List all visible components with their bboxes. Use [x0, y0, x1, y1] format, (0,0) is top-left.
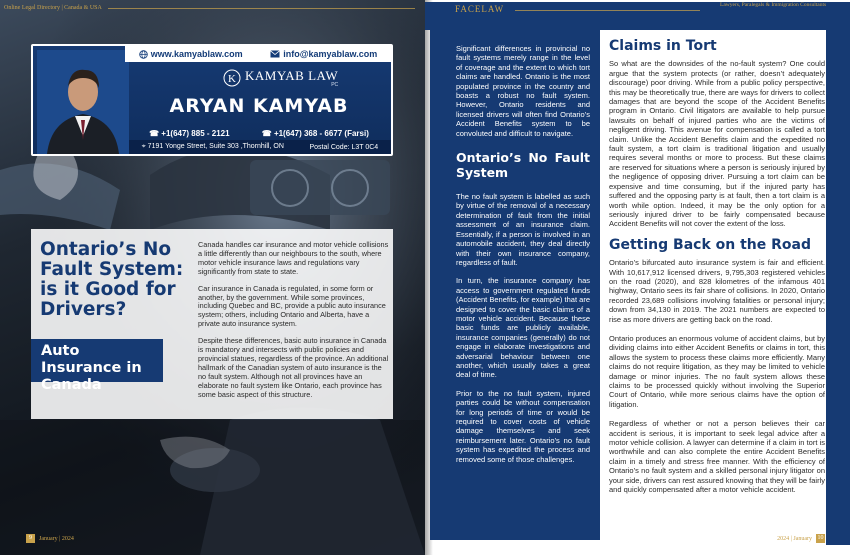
firm-logo	[223, 68, 338, 88]
phone-icon: ☎	[149, 129, 162, 138]
left-running-header	[4, 2, 421, 14]
body-paragraph: Ontario’s bifurcated auto insurance system is fair and efficient. With 10,617,912 licensed drivers, 9,795,303 registered vehicles on the road (2020), and 828 kilometres of the infamous 401 highway, Ontario sees its fair share of collisions. In 2020, Ontario recorded 23,689 collisions involving fatalities or personal injury; down from 34,130 in 2019. The 2021 numbers are expected to rise as more drivers are getting back on the road.	[609, 258, 825, 324]
ad-contact-bar	[125, 46, 391, 62]
ad-phones	[133, 129, 385, 138]
left-footer	[26, 534, 74, 543]
firm-name: KAMYAB LAW	[245, 68, 339, 83]
body-paragraph: In turn, the insurance company has access to government regulated funds (Accident Benefits, for example) that are designed to cover the basic claims of a motor vehicle accident. Because these basic funds are publicly available, insurance companies (generally) do not engage in elaborate investigations and adversarial behaviour between one another, which usually takes a great deal of time.	[456, 276, 590, 380]
left-page-number: 9	[26, 534, 35, 543]
ad-email[interactable]: info@kamyablaw.com	[270, 49, 377, 59]
article-column-3	[605, 30, 825, 540]
body-paragraph: So what are the downsides of the no-fault system? One could argue that the system protects (or rather, doesn’t adequately discourage) poor driving. While from a public policy perspective, this may be theoretically true, there are ways for drivers to collect damages that are beyond the scope of the Accident Benefits program in Ontario. Civil litigators are available to help pursue lawsuits on behalf of injured parties who are the victims of negligent driving. This avenue for compensation is called a tort claim. Unlike the Accident Benefits claim and the expedited no fault system, a tort claim is traditional litigation and usually requires several months or more to process. But these claims are reserved for situations where a person is seriously injured by the negligence of opposing driver. Pursuing a tort claim can be expensive and time consuming, but if the injured party has suffered and the opposing party is at fault, then a tort claim is a worth while option. Indeed, it may be the only option for a seriously injured driver to be fairly compensated because Accident Benefits will not cover the extent of the loss.	[609, 59, 825, 229]
article-title: Ontario’s No Fault System: is it Good for Drivers?	[40, 239, 184, 320]
header-rule	[108, 8, 415, 9]
phone-icon: ☎	[261, 129, 274, 138]
body-paragraph: Prior to the no fault system, injured parties could be without compensation for long periods of time or would be required to cover costs of vehicle damage themselves and seek reimbursement later. Ontario’s no fault system has expedited the process and removed some of those challenges.	[456, 388, 590, 464]
article-subtitle: Auto Insurance in Canada	[31, 339, 163, 382]
lawyer-name: ARYAN KAMYAB	[169, 95, 349, 117]
svg-text:K: K	[228, 73, 236, 85]
lawyer-portrait	[37, 50, 129, 154]
ad-address-bar	[129, 140, 391, 154]
phone-1[interactable]: ☎ +1(647) 885 - 2121	[149, 129, 230, 138]
body-paragraph: The no fault system is labelled as such by virtue of the removal of a necessary determination of fault from the initial assessment of an insurance claim. Essentially, if a person is involved in an automobile accident, they deal directly with their own insurance company, regardless of fault.	[456, 192, 590, 267]
ad-website[interactable]: www.kamyablaw.com	[139, 49, 243, 59]
section-heading-no-fault: Ontario’s No Fault System	[456, 150, 590, 181]
right-page-number: 10	[817, 535, 824, 541]
location-pin-icon: ⌖	[141, 143, 148, 150]
right-page	[425, 0, 850, 555]
body-paragraph: Ontario produces an enormous volume of accident claims, but by dividing claims into either Accident Benefits or claims in tort, this allows the system to process these claims more efficiently. Many claims do not require litigation, as they may be limited to vehicle damage or minor injuries. The no fault system allows these claims to be processed quickly without involving the Superior Court of Ontario, while more serious claims have the option of litigation.	[609, 333, 825, 409]
mail-icon	[270, 50, 280, 58]
firm-monogram-icon	[223, 69, 241, 87]
law-firm-ad	[31, 44, 393, 156]
section-heading-claims-in-tort: Claims in Tort	[609, 38, 717, 54]
article-intro	[196, 229, 393, 419]
left-issue-date: January | 2024	[39, 535, 74, 542]
ad-postal: Postal Code: L3T 0C4	[309, 143, 379, 151]
globe-icon	[139, 50, 148, 59]
right-tagline: Lawyers, Paralegals & Immigration Consultants	[720, 2, 827, 8]
section-heading-back-on-road: Getting Back on the Road	[609, 236, 811, 253]
right-footer	[777, 534, 825, 543]
body-paragraph: Significant differences in provincial no fault systems merely range in the level of coverage and the extent to which tort claims are handled. Ontario is the most populated province in the country and boasts a robust no fault system. However, Ontario residents and licensed drivers will often find Ontario’s Accident Benefits system to be convoluted and difficult to navigate.	[456, 44, 590, 138]
brand-mark: FACELAW	[455, 4, 505, 14]
body-paragraph: Regardless of whether or not a person believes their car accident is serious, it is important to seek legal advice after a motor vehicle collision. A lawyer can determine if a claim in tort is worthwhile and can also complete the entire Accident Benefits claim in a timely and stress free manner. With the efficiency of Ontario’s no fault system and a skilled personal injury litigator on your side, drivers can rest assured knowing that they will be fairly and quickly compensated after a motor vehicle accident.	[609, 419, 825, 495]
firm-suffix: PC	[331, 82, 339, 88]
intro-paragraph: Car insurance in Canada is regulated, in some form or another, by the government. While some provinces, including Quebec and BC, provide a public auto insurance system; others, including Ontario and Alberta, have a private auto insurance system.	[198, 283, 386, 329]
ad-address: ⌖ 7191 Yonge Street, Suite 303 ,Thornhill, ON	[141, 143, 284, 150]
intro-paragraph: Canada handles car insurance and motor vehicle collisions a little differently than our neighbours to the south, where motor vehicle insurance laws and regulations vary significantly from state to state.	[198, 240, 389, 276]
phone-2[interactable]: ☎ +1(647) 368 - 6677 (Farsi)	[261, 129, 369, 138]
left-header-text: Online Legal Directory | Canada & USA	[4, 5, 102, 11]
column-3-wrap	[425, 0, 850, 555]
intro-paragraph: Despite these differences, basic auto insurance in Canada is mandatory and intersects with public policies and provincial statues, regardless of the province. An additional hallmark of the Canadian system of auto insurance is the no fault system. Although not all provinces have an elaborate no fault system like Ontario, each province has some basic aspect of this structure.	[198, 336, 389, 399]
right-issue-date: 2024 | January	[777, 535, 812, 542]
